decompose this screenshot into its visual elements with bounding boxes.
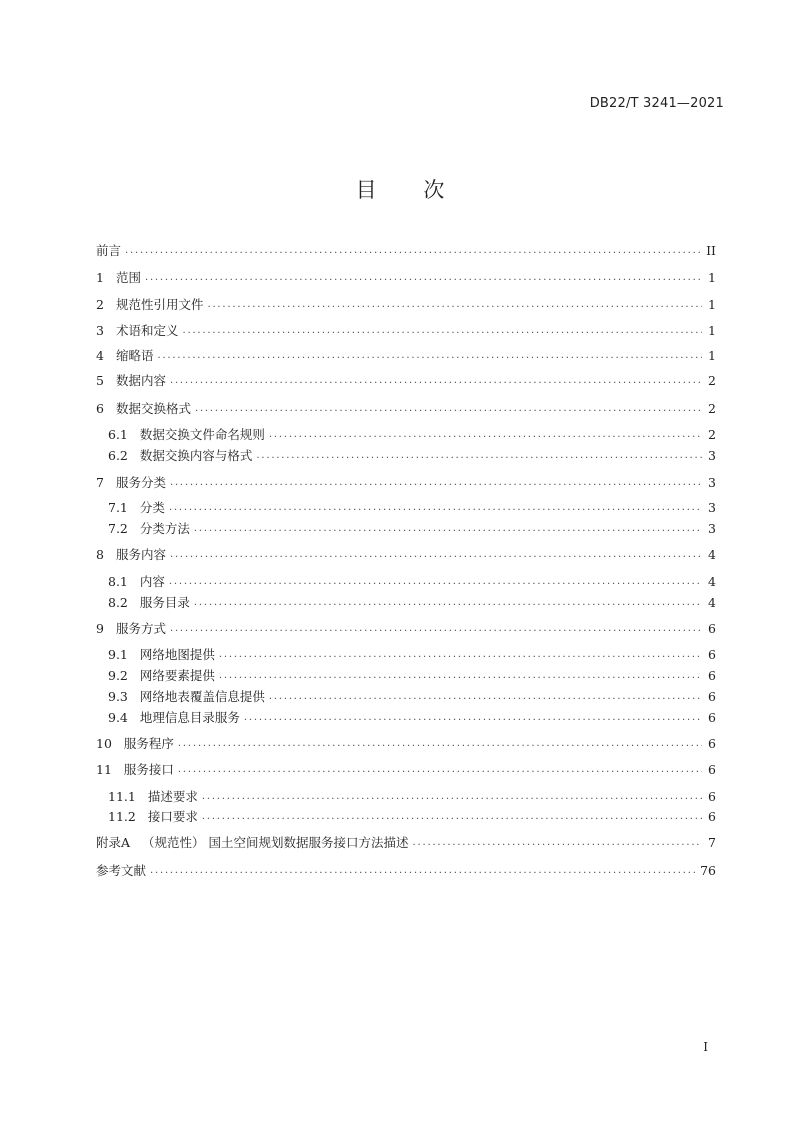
toc-entry-title: 数据内容: [115, 373, 166, 388]
toc-entry[interactable]: [108, 786, 716, 806]
toc-dot-leader: [219, 649, 702, 660]
toc-entry-page: 6: [708, 646, 716, 662]
toc-entry-page: 3: [708, 520, 716, 536]
toc-entry-number: 8: [96, 546, 104, 562]
toc-entry-title: 前言: [96, 243, 122, 258]
toc-entry-number: 7: [96, 474, 104, 490]
toc-entry-title: 分类方法: [139, 521, 190, 536]
toc-entry[interactable]: [96, 370, 716, 390]
page-number: I: [703, 1040, 708, 1054]
toc-entry-number: 1: [96, 269, 104, 285]
toc-entry-title: （规范性） 国土空间规划数据服务接口方法描述: [142, 835, 409, 850]
toc-dot-leader: [194, 597, 702, 608]
toc-entry-number: 7.2: [108, 520, 128, 536]
toc-entry-number: 3: [96, 322, 104, 338]
toc-entry[interactable]: [108, 497, 716, 517]
toc-entry-page: 7: [708, 834, 716, 850]
toc-entry-title: 缩略语: [115, 348, 154, 363]
toc-dot-leader: [269, 429, 702, 440]
toc-entry-title: 网络要素提供: [139, 668, 215, 683]
toc-entry-title: 服务内容: [115, 547, 166, 562]
toc-entry-number: 11: [96, 761, 112, 777]
toc-entry-page: 76: [700, 862, 716, 878]
toc-entry[interactable]: [96, 472, 716, 492]
toc-entry-page: 3: [708, 499, 716, 515]
toc-entry-title: 内容: [139, 574, 165, 589]
toc-entry-title: 参考文献: [96, 863, 147, 878]
toc-dot-leader: [219, 670, 702, 681]
toc-entry[interactable]: [108, 644, 716, 664]
toc-entry[interactable]: [108, 707, 716, 727]
toc-dot-leader: [256, 450, 702, 461]
toc-entry-number: 8.2: [108, 594, 128, 610]
toc-entry-title: 分类: [139, 500, 165, 515]
toc-entry-page: 1: [708, 296, 716, 312]
toc-entry-number: 7.1: [108, 499, 128, 515]
toc-entry-page: 3: [708, 447, 716, 463]
toc-entry-page: 6: [708, 709, 716, 725]
toc-entry-page: 1: [708, 322, 716, 338]
toc-entry-page: 6: [708, 808, 716, 824]
toc-dot-leader: [169, 576, 702, 587]
toc-dot-leader: [170, 549, 702, 560]
toc-entry-page: 6: [708, 735, 716, 751]
toc-entry-page: 1: [708, 347, 716, 363]
toc-entry-number: 9.2: [108, 667, 128, 683]
toc-dot-leader: [182, 325, 702, 336]
toc-entry-page: 2: [708, 400, 716, 416]
page-title: 目 次: [355, 178, 465, 202]
toc-entry[interactable]: [96, 240, 716, 260]
toc-dot-leader: [207, 299, 702, 310]
toc-dot-leader: [157, 350, 702, 361]
toc-entry[interactable]: [108, 592, 716, 612]
toc-dot-leader: [170, 477, 702, 488]
toc-entry-title: 数据交换文件命名规则: [139, 427, 265, 442]
toc-entry-page: 6: [708, 620, 716, 636]
toc-dot-leader: [169, 502, 702, 513]
toc-entry-title: 服务分类: [115, 475, 166, 490]
toc-entry-number: 9.4: [108, 709, 128, 725]
toc-entry[interactable]: [96, 733, 716, 753]
toc-dot-leader: [194, 523, 702, 534]
toc-entry-page: 2: [708, 372, 716, 388]
toc-entry[interactable]: [96, 398, 716, 418]
toc-entry-number: 9.3: [108, 688, 128, 704]
toc-entry-title: 服务程序: [123, 736, 174, 751]
toc-entry-page: 6: [708, 688, 716, 704]
toc-dot-leader: [413, 837, 702, 848]
toc-entry-number: 11.1: [108, 788, 136, 804]
toc-entry-title: 服务方式: [115, 621, 166, 636]
toc-entry[interactable]: [108, 424, 716, 444]
toc-entry[interactable]: [108, 665, 716, 685]
toc-entry[interactable]: [108, 686, 716, 706]
toc-entry[interactable]: [108, 571, 716, 591]
toc-entry-number: 9.1: [108, 646, 128, 662]
toc-entry-number: 6.1: [108, 426, 128, 442]
toc-entry-page: 4: [708, 594, 716, 610]
toc-entry-title: 术语和定义: [115, 323, 179, 338]
toc-entry-title: 数据交换内容与格式: [139, 448, 253, 463]
toc-entry-number: 4: [96, 347, 104, 363]
toc-entry-title: 服务目录: [139, 595, 190, 610]
toc-entry-page: 6: [708, 667, 716, 683]
toc-entry-title: 描述要求: [147, 789, 198, 804]
toc-entry-page: 6: [708, 761, 716, 777]
toc-entry-number: 附录A: [96, 835, 131, 850]
toc-entry[interactable]: [96, 832, 716, 852]
toc-entry-title: 网络地表覆盖信息提供: [139, 689, 265, 704]
toc-entry[interactable]: [96, 759, 716, 779]
toc-entry-number: 2: [96, 296, 104, 312]
toc-entry-title: 地理信息目录服务: [139, 710, 240, 725]
toc-dot-leader: [178, 738, 702, 749]
toc-entry-page: 2: [708, 426, 716, 442]
toc-entry-page: 6: [708, 788, 716, 804]
toc-entry-page: II: [706, 242, 716, 258]
toc-entry-number: 11.2: [108, 808, 136, 824]
toc-dot-leader: [269, 691, 702, 702]
toc-entry-page: 4: [708, 573, 716, 589]
toc-entry-page: 4: [708, 546, 716, 562]
toc-entry[interactable]: [96, 320, 716, 340]
toc-entry-title: 规范性引用文件: [115, 297, 204, 312]
toc-dot-leader: [178, 764, 702, 775]
toc-entry[interactable]: [108, 518, 716, 538]
toc-dot-leader: [150, 865, 696, 876]
toc-dot-leader: [202, 791, 702, 802]
standard-code: DB22/T 3241—2021: [589, 96, 724, 111]
toc-entry-title: 范围: [115, 270, 141, 285]
toc-dot-leader: [244, 712, 702, 723]
toc-entry-title: 网络地图提供: [139, 647, 215, 662]
toc-entry[interactable]: [96, 618, 716, 638]
toc-dot-leader: [170, 623, 702, 634]
toc-entry[interactable]: [96, 267, 716, 287]
toc-dot-leader: [202, 811, 702, 822]
toc-entry-number: 8.1: [108, 573, 128, 589]
toc-dot-leader: [125, 245, 702, 256]
toc-entry[interactable]: [96, 294, 716, 314]
toc-entry-number: 6.2: [108, 447, 128, 463]
toc-entry[interactable]: [96, 860, 716, 880]
toc-dot-leader: [170, 375, 702, 386]
toc-entry[interactable]: [96, 544, 716, 564]
toc-entry-number: 6: [96, 400, 104, 416]
toc-dot-leader: [195, 403, 702, 414]
toc-dot-leader: [145, 272, 702, 283]
toc-entry-number: 9: [96, 620, 104, 636]
toc-entry-number: 5: [96, 372, 104, 388]
toc-entry[interactable]: [108, 806, 716, 826]
toc-entry-title: 服务接口: [123, 762, 174, 777]
toc-entry-page: 1: [708, 269, 716, 285]
toc-entry-page: 3: [708, 474, 716, 490]
toc-entry-title: 数据交换格式: [115, 401, 191, 416]
toc-entry-title: 接口要求: [147, 809, 198, 824]
toc-entry[interactable]: [96, 345, 716, 365]
toc-entry[interactable]: [108, 445, 716, 465]
toc-entry-number: 10: [96, 735, 112, 751]
